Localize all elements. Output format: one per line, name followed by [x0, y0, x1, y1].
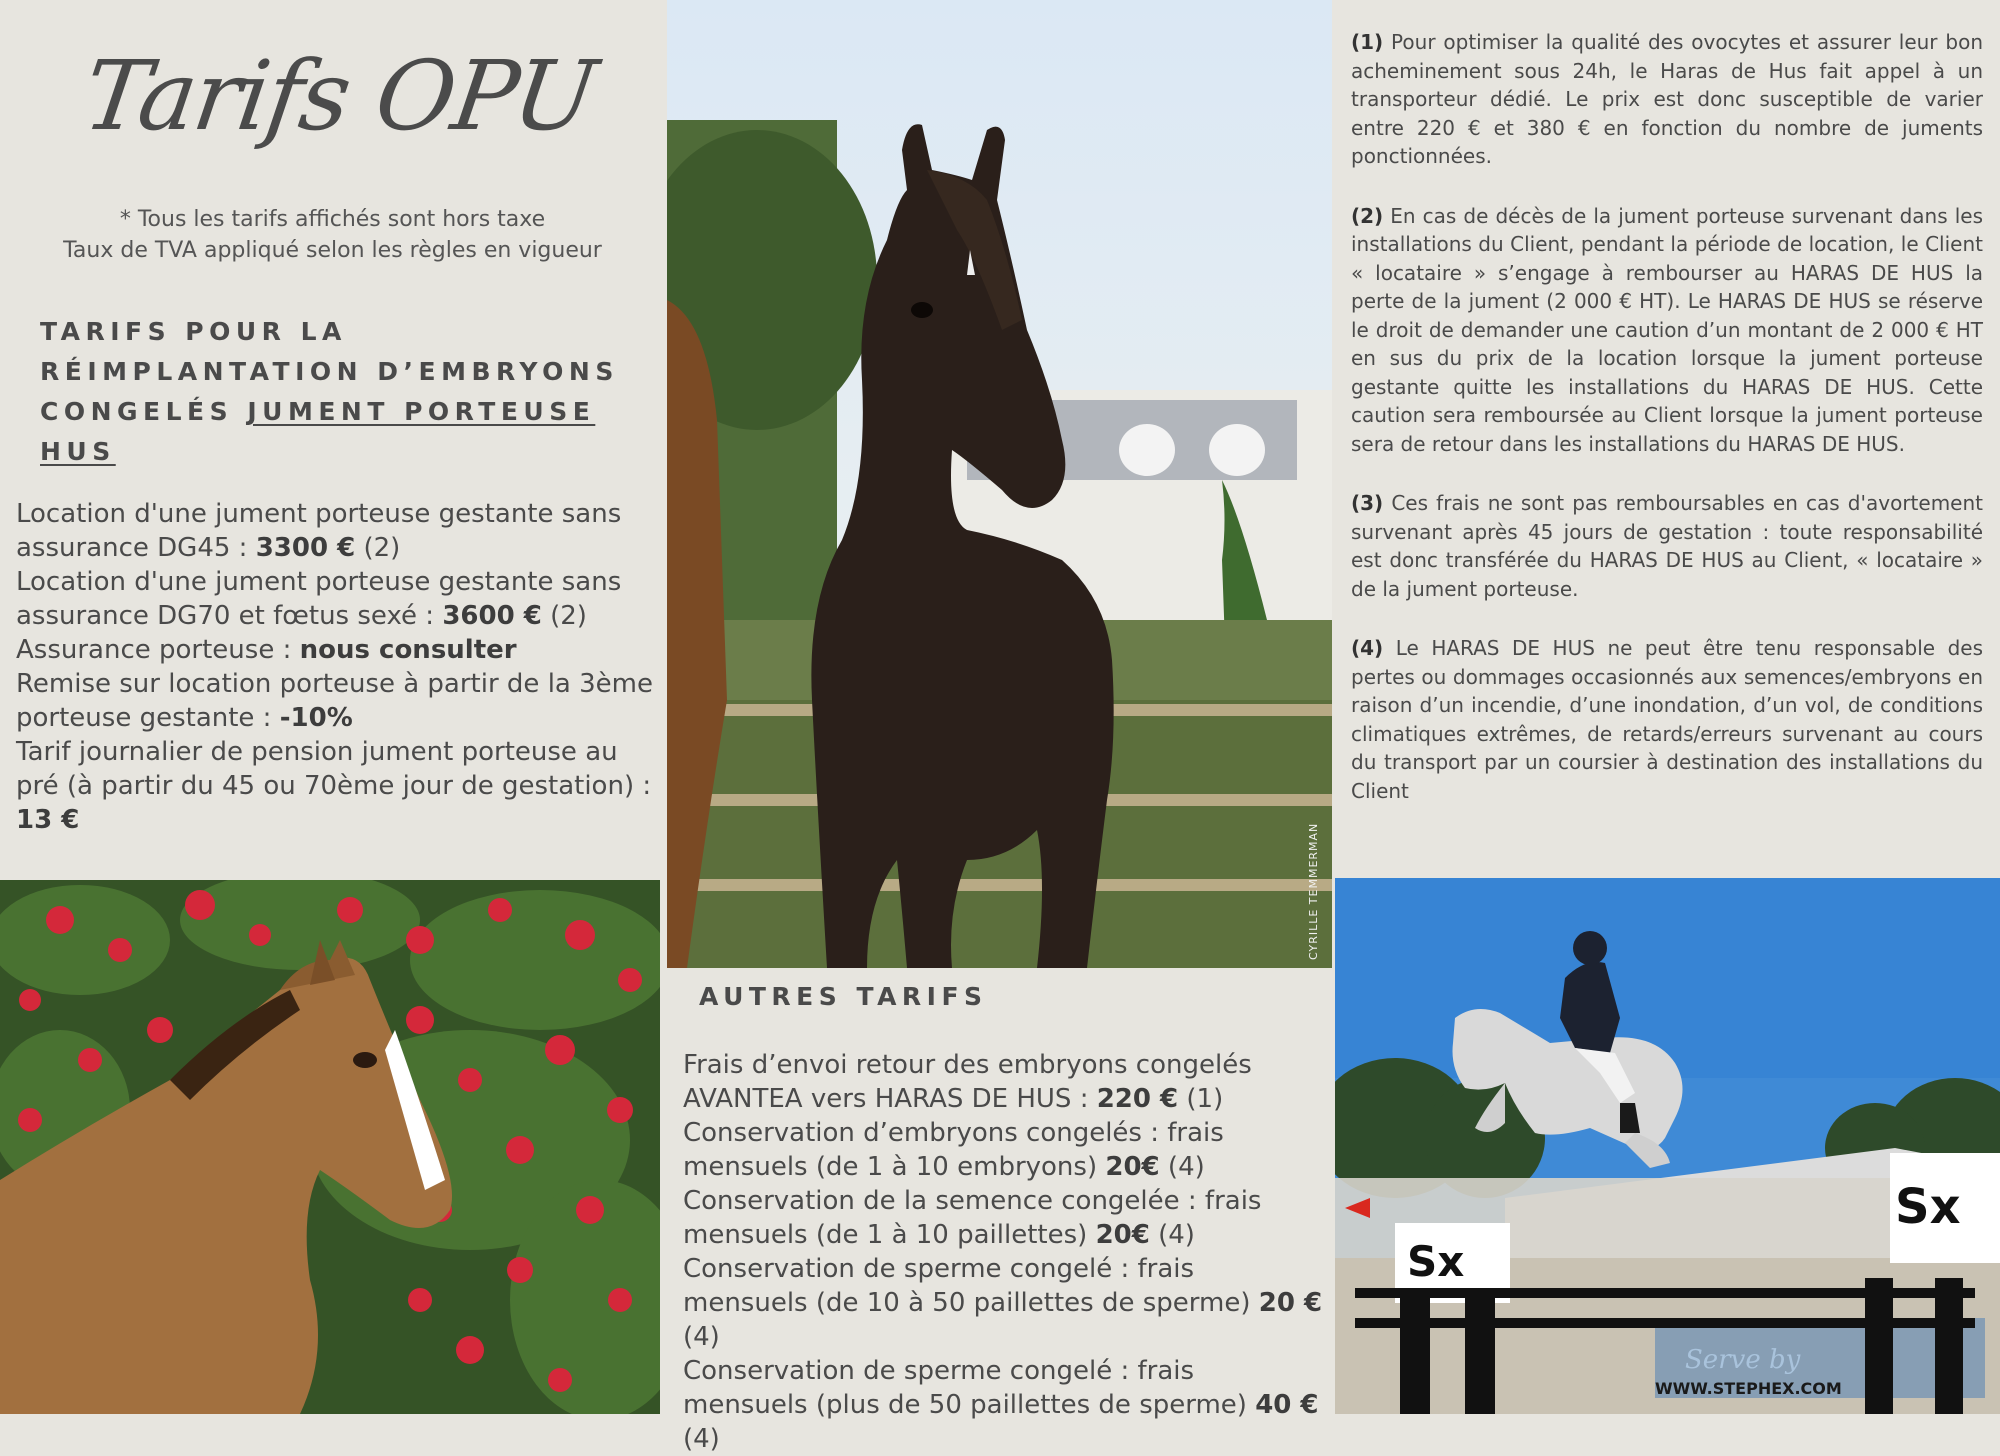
other-rate-text: Conservation d’embryons congelés : frais mensuels (de 1 à 10 embryons) [683, 1118, 1224, 1182]
dark-foal-photo [667, 0, 1332, 968]
other-rate-price: 20€ [1105, 1152, 1160, 1182]
footnote-number: (4) [1351, 636, 1384, 660]
other-rate-note: (4) [683, 1424, 720, 1454]
footnote-text: En cas de décès de la jument porteuse survenant dans les installations du Client, pendant la période de location, le Client « locataire » s’engage à rembourser au HARAS DE HUS la perte de la jument (2 000 € HT). Le HARAS DE HUS se réserve le droit de demander une caution d’un montant de 2 000 € HT en sus du prix de la location lorsque la jument porteuse gestante quitte les installations du HARAS DE HUS. Cette caution sera remboursée au Client lorsque la jument porteuse sera de retour dans les installations du HARAS DE HUS. [1351, 203, 1983, 456]
price-item-text: Remise sur location porteuse à partir de la 3ème porteuse gestante : [16, 669, 653, 733]
foal-roses-image [0, 880, 660, 1414]
price-item-price: -10% [279, 703, 353, 733]
footnote-3 [1351, 489, 1983, 603]
other-rate-price: 40 € [1255, 1390, 1319, 1420]
other-rate-text: Conservation de sperme congelé : frais mensuels (de 10 à 50 paillettes de sperme) [683, 1254, 1259, 1318]
other-rate-text: Conservation de la semence congelée : frais mensuels (de 1 à 10 paillettes) [683, 1186, 1262, 1250]
tax-note-line-1: * Tous les tarifs affichés sont hors taxe [119, 207, 546, 232]
footnote-text: Le HARAS DE HUS ne peut être tenu responsable des pertes ou dommages occasionnés aux semences/embryons en raison d’un incendie, d’une inondation, d’un vol, de conditions climatiques extrêmes, de retards/erreurs survenant au cours du transport par un coursier à destination des installations du Client [1351, 636, 1983, 803]
other-rate-note: (4) [683, 1322, 720, 1352]
price-item [16, 565, 656, 633]
heading-line-3-prefix: CONGELÉS [40, 397, 248, 426]
heading-line-3 [40, 392, 640, 432]
banner-text: Serve by [1685, 1345, 1801, 1375]
reimplantation-heading [40, 312, 640, 472]
heading-line-2: RÉIMPLANTATION D’EMBRYONS [40, 357, 619, 386]
other-rate-item [683, 1184, 1323, 1252]
tax-note-line-2: Taux de TVA appliqué selon les règles en vigueur [63, 238, 602, 263]
price-item-note: (2) [541, 601, 587, 631]
price-item-price: 13 € [16, 805, 80, 835]
other-rate-item [683, 1048, 1323, 1116]
sponsor-logo-right: Sx [1895, 1179, 1961, 1235]
price-item-text: Assurance porteuse : [16, 635, 300, 665]
other-rate-item [683, 1116, 1323, 1184]
dark-foal-image [667, 0, 1332, 968]
price-item [16, 633, 656, 667]
other-rate-item [683, 1252, 1323, 1354]
price-item [16, 667, 656, 735]
footnote-text: Ces frais ne sont pas remboursables en cas d'avortement survenant après 45 jours de gestation : toute responsabilité est donc transférée du HARAS DE HUS au Client, « locataire » de la jument porteuse. [1351, 491, 1983, 601]
show-jumping-image [1335, 878, 2000, 1414]
price-item-price: nous consulter [299, 635, 517, 665]
footnote-2 [1351, 202, 1983, 459]
other-rate-price: 220 € [1096, 1084, 1179, 1114]
other-rate-note: (4) [1149, 1220, 1195, 1250]
reimplantation-price-list [16, 497, 656, 837]
photo-credit: CYRILLE TEMMERMAN [1307, 822, 1320, 960]
price-item-price: 3600 € [442, 601, 542, 631]
heading-line-1: TARIFS POUR LA [40, 317, 347, 346]
price-item-text: Location d'une jument porteuse gestante sans assurance DG45 : [16, 499, 622, 563]
footnote-text: Pour optimiser la qualité des ovocytes et assurer leur bon acheminement sous 24h, le Haras de Hus fait appel à un transporteur dédié. Le prix est donc susceptible de varier entre 220 € et 380 € en fonction du nombre de juments ponctionnées. [1351, 30, 1983, 168]
heading-line-3-underlined: JUMENT PORTEUSE [247, 397, 596, 426]
other-rate-note: (1) [1178, 1084, 1224, 1114]
foal-roses-photo [0, 880, 660, 1414]
footnote-number: (2) [1351, 203, 1384, 228]
reimplantation-panel [0, 0, 665, 880]
price-item-price: 3300 € [255, 533, 356, 563]
price-item [16, 497, 656, 565]
price-item-note: (2) [355, 533, 401, 563]
other-rate-price: 20€ [1095, 1220, 1150, 1250]
page-title: Tarifs OPU [77, 40, 602, 152]
other-rates-list [683, 1048, 1323, 1456]
footnote-number: (1) [1351, 30, 1384, 54]
other-rate-item [683, 1354, 1323, 1456]
price-item-text: Location d'une jument porteuse gestante sans assurance DG70 et fœtus sexé : [16, 567, 622, 631]
other-rate-text: Conservation de sperme congelé : frais mensuels (plus de 50 paillettes de sperme) [683, 1356, 1256, 1420]
footnote-number: (3) [1351, 491, 1384, 515]
heading-line-4-underlined: HUS [40, 437, 116, 466]
footnotes [1351, 28, 1983, 836]
other-rates-heading: AUTRES TARIFS [699, 982, 988, 1011]
footnote-1 [1351, 28, 1983, 171]
other-rate-price: 20 € [1258, 1288, 1323, 1318]
tax-note [0, 204, 665, 266]
other-rate-note: (4) [1159, 1152, 1205, 1182]
other-rate-text: Frais d’envoi retour des embryons congelés AVANTEA vers HARAS DE HUS : [683, 1050, 1252, 1114]
show-jumping-photo [1335, 878, 2000, 1414]
heading-line-4 [40, 432, 640, 472]
website-text: WWW.STEPHEX.COM [1655, 1379, 1842, 1398]
price-item [16, 735, 656, 837]
other-rates-panel [667, 968, 1332, 1454]
footnotes-panel [1333, 0, 2000, 878]
footnote-4 [1351, 634, 1983, 805]
price-item-text: Tarif journalier de pension jument porteuse au pré (à partir du 45 ou 70ème jour de gestation) : [16, 737, 652, 801]
sponsor-logo-left: Sx [1407, 1237, 1465, 1286]
